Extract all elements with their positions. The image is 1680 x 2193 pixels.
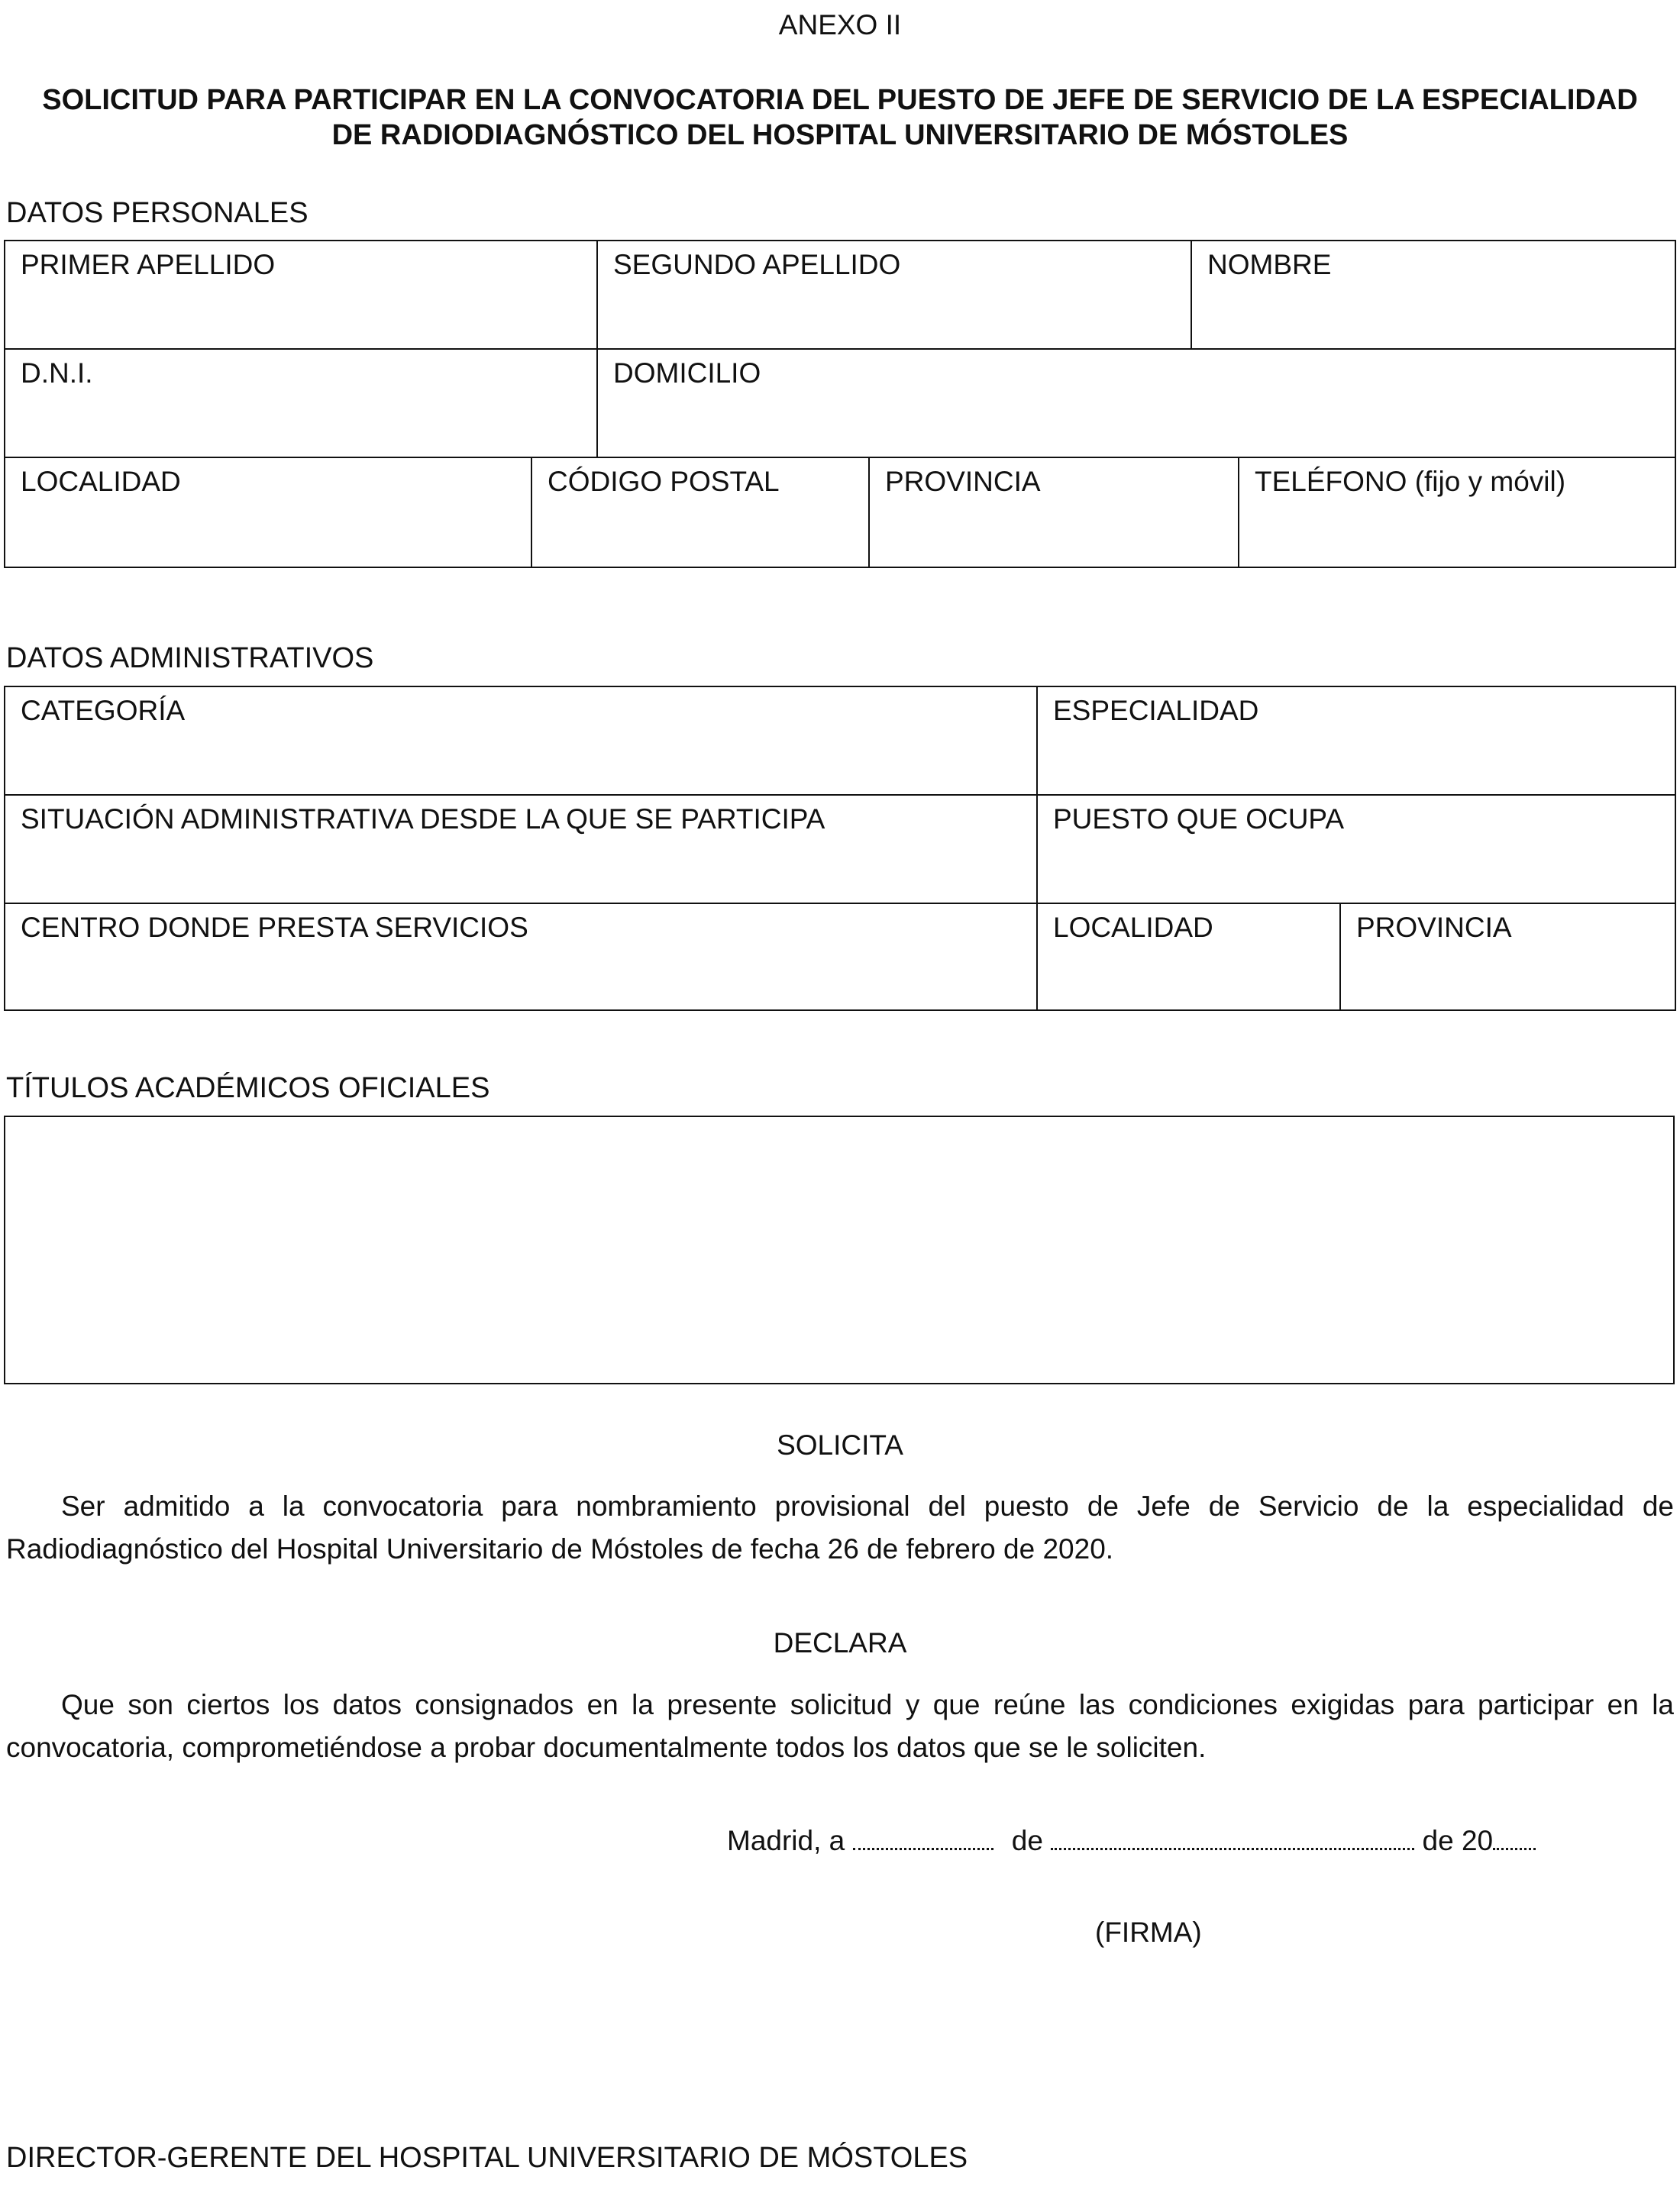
year-blank[interactable] [1493,1828,1536,1850]
domicilio-field[interactable] [597,349,1675,457]
puesto-label: PUESTO QUE OCUPA [1053,803,1345,835]
date-suffix: de 20 [1422,1825,1494,1856]
puesto-field[interactable] [1037,795,1675,903]
administrative-data-table [4,686,1676,1011]
centro-field[interactable] [5,903,1037,1010]
administrative-data-heading: DATOS ADMINISTRATIVOS [6,642,374,674]
telefono-label: TELÉFONO (fijo y móvil) [1255,466,1566,497]
segundo-apellido-label: SEGUNDO APELLIDO [613,249,901,280]
academic-titles-field[interactable] [5,1116,1674,1384]
especialidad-label: ESPECIALIDAD [1053,695,1259,726]
dni-field[interactable] [5,349,597,457]
addressee: DIRECTOR-GERENTE DEL HOSPITAL UNIVERSITARIO DE MÓSTOLES [6,2142,968,2174]
admin-localidad-label: LOCALIDAD [1053,912,1213,943]
title-line-1: SOLICITUD PARA PARTICIPAR EN LA CONVOCATORIA DEL PUESTO DE JEFE DE SERVICIO DE LA ESPECIALIDAD [42,84,1638,116]
telefono-field[interactable] [1239,457,1675,567]
declaration-text: Que son ciertos los datos consignados en la presente solicitud y que reúne las condiciones exigidas para participar en la convocatoria, comprometiéndose a probar documentalmente todos los datos que se le soliciten. [6,1689,1674,1763]
date-line [727,1825,1536,1857]
localidad-label: LOCALIDAD [21,466,181,497]
document-title [0,82,1680,153]
provincia-field[interactable] [869,457,1239,567]
signature-label: (FIRMA) [1095,1917,1202,1948]
admin-provincia-field[interactable] [1340,903,1675,1010]
annex-label: ANEXO II [778,9,902,40]
request-text: Ser admitido a la convocatoria para nombramiento provisional del puesto de Jefe de Servicio de la especialidad de Radiodiagnóstico del Hospital Universitario de Móstoles de fecha 26 de febrero de 2020. [6,1491,1674,1565]
primer-apellido-label: PRIMER APELLIDO [21,249,276,280]
academic-titles-table [4,1116,1675,1384]
situacion-label: SITUACIÓN ADMINISTRATIVA DESDE LA QUE SE PARTICIPA [21,803,825,835]
domicilio-label: DOMICILIO [613,357,761,389]
situacion-field[interactable] [5,795,1037,903]
nombre-field[interactable] [1191,241,1675,349]
categoria-field[interactable] [5,686,1037,795]
academic-titles-heading: TÍTULOS ACADÉMICOS OFICIALES [6,1072,490,1104]
codigo-postal-label: CÓDIGO POSTAL [548,466,780,497]
day-blank[interactable] [853,1828,993,1850]
admin-provincia-label: PROVINCIA [1356,912,1512,943]
title-line-2: DE RADIODIAGNÓSTICO DEL HOSPITAL UNIVERSITARIO DE MÓSTOLES [331,119,1349,151]
declaration-heading: DECLARA [773,1627,907,1658]
nombre-label: NOMBRE [1207,249,1332,280]
date-mid: de [1011,1825,1043,1856]
personal-data-table [4,240,1676,458]
centro-label: CENTRO DONDE PRESTA SERVICIOS [21,912,528,943]
admin-localidad-field[interactable] [1037,903,1340,1010]
personal-data-heading: DATOS PERSONALES [6,197,309,229]
codigo-postal-field[interactable] [531,457,869,567]
categoria-label: CATEGORÍA [21,695,186,726]
month-blank[interactable] [1051,1828,1414,1850]
request-heading: SOLICITA [777,1429,903,1461]
personal-data-table-row3 [4,457,1676,568]
date-prefix: Madrid, a [727,1825,845,1856]
dni-label: D.N.I. [21,357,93,389]
localidad-field[interactable] [5,457,531,567]
primer-apellido-field[interactable] [5,241,597,349]
segundo-apellido-field[interactable] [597,241,1191,349]
especialidad-field[interactable] [1037,686,1675,795]
provincia-label: PROVINCIA [885,466,1041,497]
